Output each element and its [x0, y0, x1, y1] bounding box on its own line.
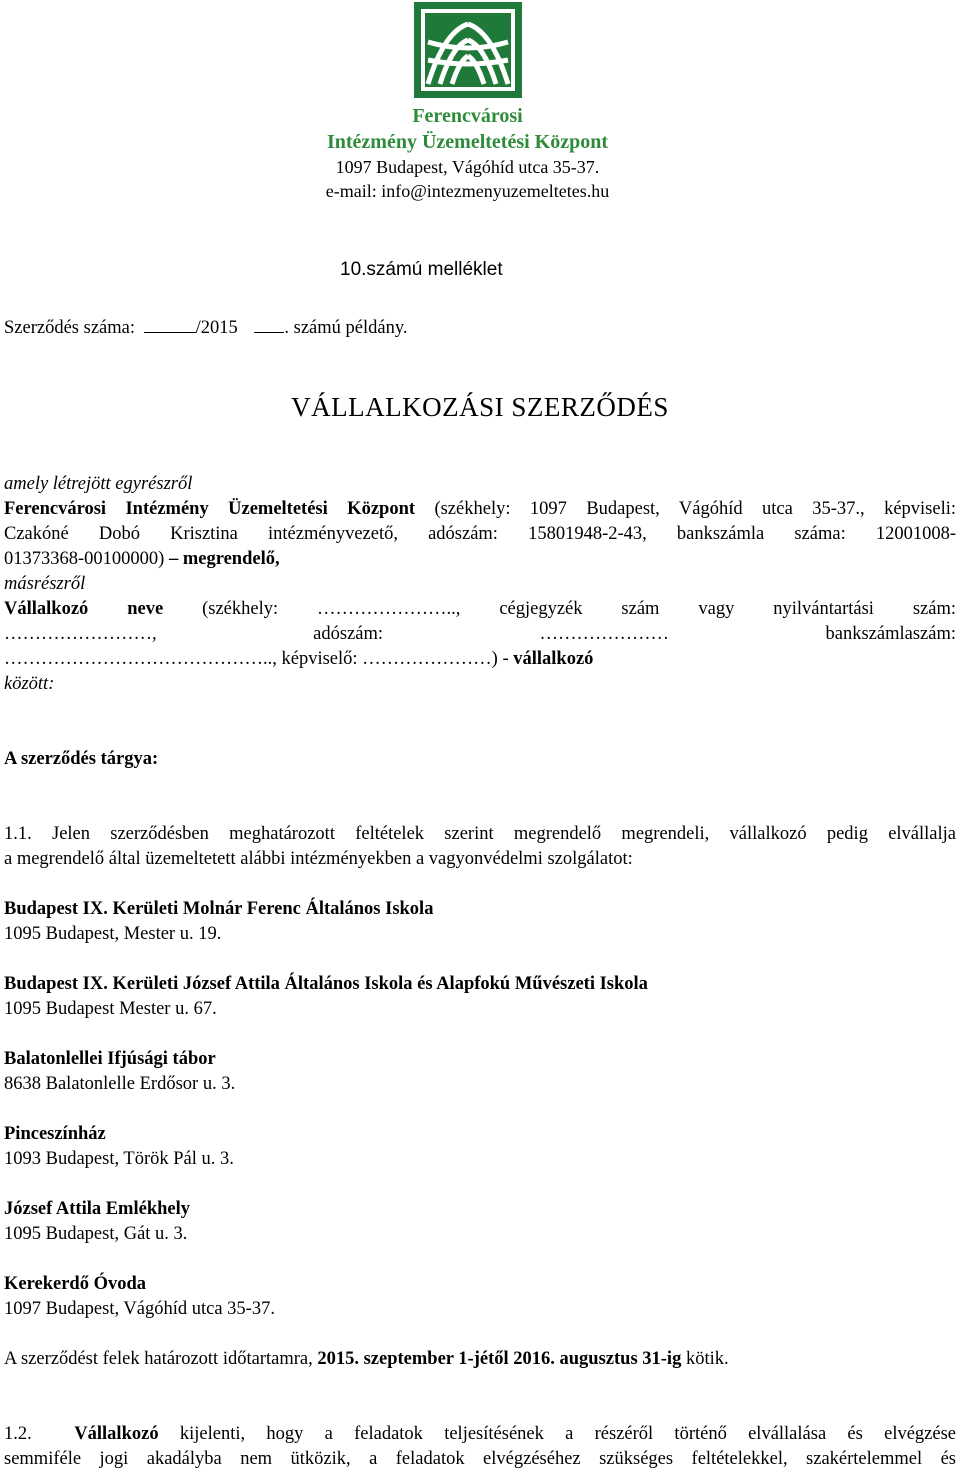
- copy-number-blank: [254, 316, 284, 333]
- contractor-line-2: ……………………, adószám: ………………… bankszámlaszám:: [4, 624, 956, 644]
- client-line-1: Ferencvárosi Intézmény Üzemeltetési Központ (székhely: 1097 Budapest, Vágóhíd utca 35-37., képviseli:: [4, 499, 957, 519]
- clause-1-2-line-2: semmiféle jogi akadályba nem ütközik, a feladatok elvégzéséhez szükséges feltételekkel, szakértelemmel és: [4, 1449, 956, 1469]
- organization-email: e-mail: info@intezmenyuzemeltetes.hu: [325, 181, 610, 201]
- contractor-role: vállalkozó: [513, 649, 594, 669]
- clause-1-2-line-1: 1.2. Vállalkozó kijelenti, hogy a feladatok teljesítésének a részéről történő elvállalása és elvégzése: [4, 1424, 957, 1444]
- clause-number: 1.1.: [4, 824, 32, 844]
- contract-number-label: Szerződés száma:: [4, 318, 135, 338]
- clause-1-1-line-1: 1.1. Jelen szerződésben meghatározott feltételek szerint megrendelő megrendeli, vállalkozó pedig elvállalja: [4, 824, 956, 844]
- organization-address: 1097 Budapest, Vágóhíd utca 35-37.: [335, 157, 600, 177]
- annex-label: 10.számú melléklet: [340, 259, 503, 280]
- copy-number-label: . számú példány.: [284, 318, 408, 338]
- duration-end: 2016. augusztus 31-ig: [513, 1349, 682, 1369]
- contract-number-line: [4, 316, 408, 341]
- institution-name: Balatonlellei Ifjúsági tábor: [4, 1049, 216, 1069]
- other-side-label: másrészről: [4, 574, 86, 594]
- contractor-label: Vállalkozó neve: [4, 599, 164, 619]
- contract-number-year: /2015: [195, 318, 238, 338]
- organization-logo: [414, 2, 522, 98]
- institution-name: Kerekerdő Óvoda: [4, 1274, 146, 1294]
- subject-heading: A szerződés tárgya:: [4, 749, 159, 769]
- institution-name: Budapest IX. Kerületi József Attila Általános Iskola és Alapfokú Művészeti Iskola: [4, 974, 648, 994]
- institution-address: 8638 Balatonlelle Erdősor u. 3.: [4, 1074, 236, 1094]
- contract-number-blank: [144, 316, 196, 333]
- institution-address: 1093 Budapest, Török Pál u. 3.: [4, 1149, 234, 1169]
- duration-sentence: A szerződést felek határozott időtartamra, 2015. szeptember 1-jétől 2016. augusztus 31-ig kötik.: [4, 1349, 729, 1369]
- client-role: – megrendelő,: [168, 549, 280, 569]
- institution-name: Budapest IX. Kerületi Molnár Ferenc Általános Iskola: [4, 899, 434, 919]
- clause-number: 1.2.: [4, 1424, 32, 1444]
- contractor-line-1: Vállalkozó neve (székhely: ………………….., cégjegyzék szám vagy nyilvántartási szám:: [4, 599, 956, 619]
- client-line-2: Czakóné Dobó Krisztina intézményvezető, adószám: 15801948-2-43, bankszámla száma: 12001008-: [4, 524, 956, 544]
- document-title: VÁLLALKOZÁSI SZERZŐDÉS: [291, 392, 669, 422]
- institution-address: 1095 Budapest Mester u. 67.: [4, 999, 217, 1019]
- clause-1-1-line-2: a megrendelő által üzemeltetett alábbi intézményekben a vagyonvédelmi szolgálatot:: [4, 849, 633, 869]
- client-name: Ferencvárosi Intézmény Üzemeltetési Központ: [4, 499, 416, 519]
- institution-name: József Attila Emlékhely: [4, 1199, 191, 1219]
- organization-name-line1: Ferencvárosi: [412, 105, 523, 127]
- parties-intro: amely létrejött egyrészről: [4, 474, 193, 494]
- organization-name-line2: Intézmény Üzemeltetési Központ: [326, 131, 609, 153]
- client-line-3: 01373368-00100000) – megrendelő,: [4, 549, 280, 569]
- between-label: között:: [4, 674, 55, 694]
- institution-address: 1097 Budapest, Vágóhíd utca 35-37.: [4, 1299, 275, 1319]
- institution-address: 1095 Budapest, Mester u. 19.: [4, 924, 222, 944]
- contractor-label: Vállalkozó: [74, 1424, 159, 1444]
- institution-address: 1095 Budapest, Gát u. 3.: [4, 1224, 188, 1244]
- contractor-line-3: …………………………………….., képviselő: …………………) - vállalkozó: [4, 649, 594, 669]
- institution-name: Pinceszínház: [4, 1124, 106, 1144]
- duration-start: 2015. szeptember 1-jétől: [317, 1349, 509, 1369]
